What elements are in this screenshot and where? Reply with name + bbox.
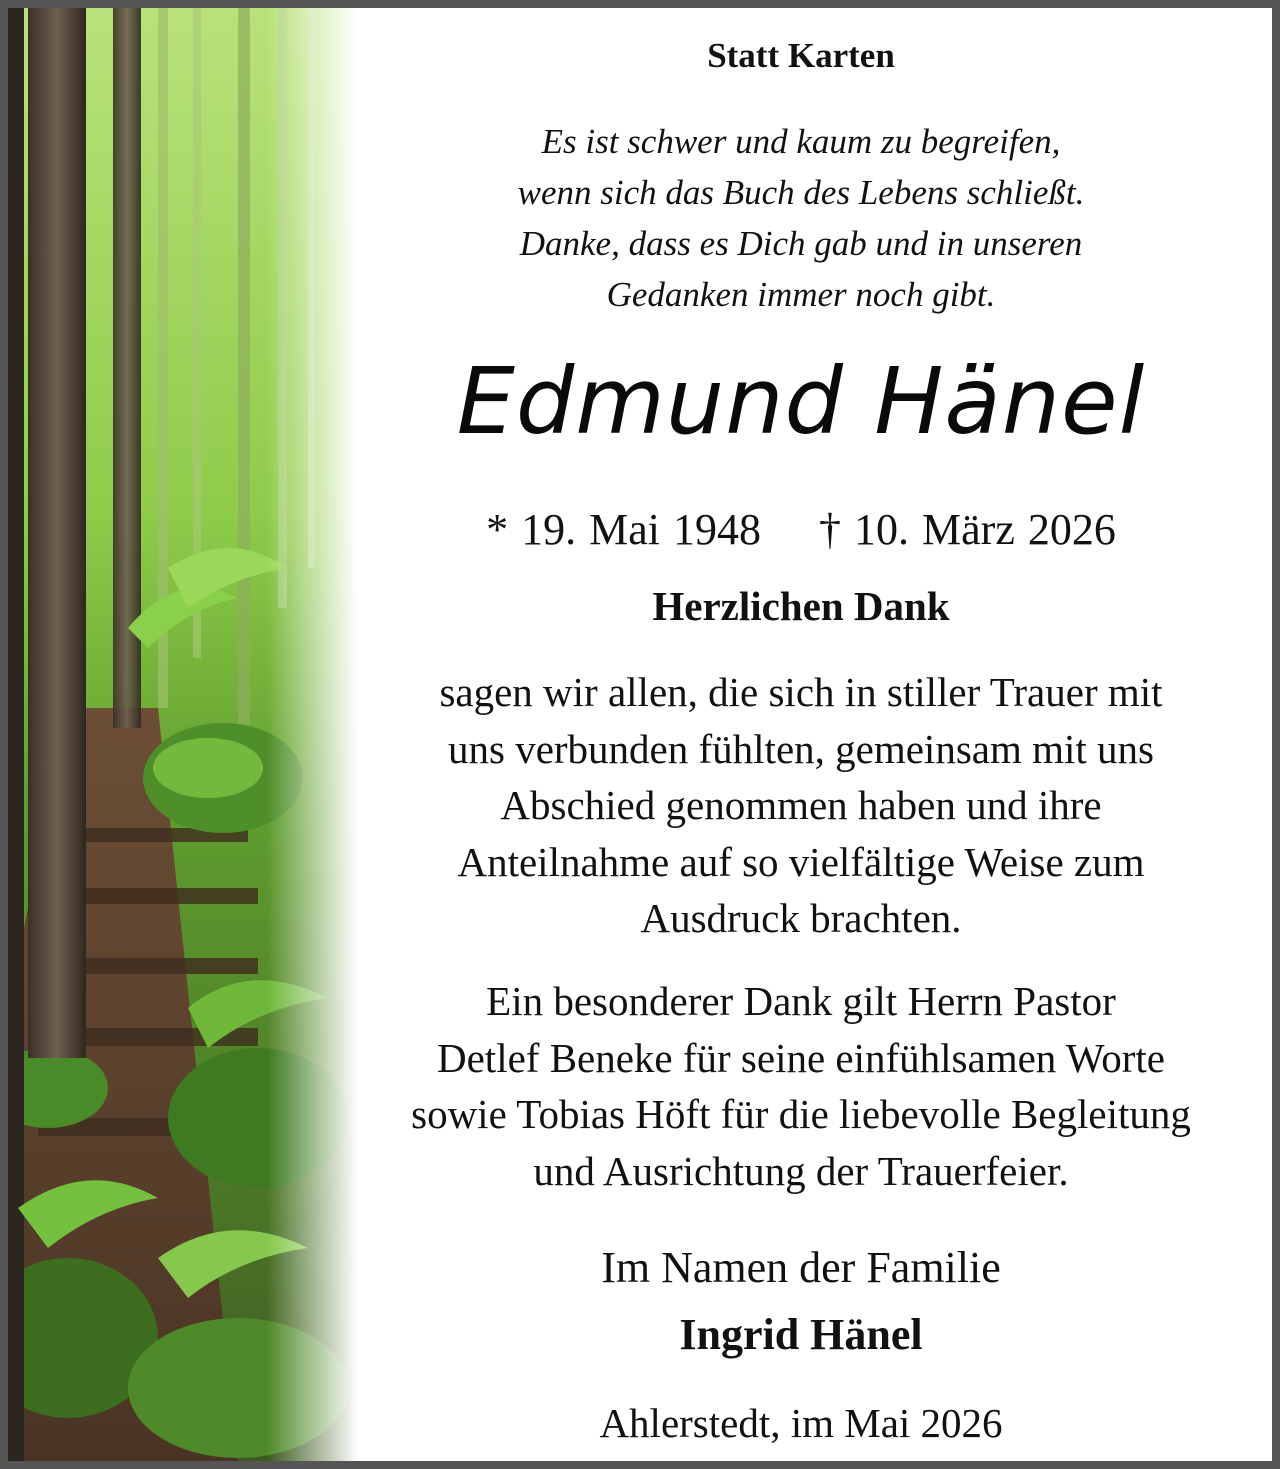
thanks-heading: Herzlichen Dank xyxy=(652,583,950,629)
poem-line: Danke, dass es Dich gab und in unseren xyxy=(519,224,1083,263)
poem-line: Gedanken immer noch gibt. xyxy=(606,275,996,314)
thanks-line: Anteilnahme auf so vielfältige Weise zum xyxy=(457,838,1145,885)
death-date: † 10. März 2026 xyxy=(819,505,1116,554)
life-dates xyxy=(326,504,1276,555)
deceased-name: Edmund Hänel xyxy=(456,348,1146,455)
poem-line: wenn sich das Buch des Lebens schließt. xyxy=(517,173,1085,212)
special-thanks-line: sowie Tobias Höft für die liebevolle Begleitung xyxy=(411,1091,1191,1137)
poem-line: Es ist schwer und kaum zu begreifen, xyxy=(541,122,1061,161)
forest-illustration xyxy=(8,8,358,1461)
special-thanks-line: Detlef Beneke für seine einfühlsamen Worte xyxy=(437,1034,1165,1081)
family-intro: Im Namen der Familie xyxy=(601,1243,1001,1292)
memorial-poem xyxy=(326,116,1276,320)
notice-text xyxy=(326,8,1276,1461)
special-thanks-line: und Ausrichtung der Trauerfeier. xyxy=(533,1147,1069,1194)
thanks-line: Abschied genommen haben und ihre xyxy=(500,782,1102,828)
notice-heading: Statt Karten xyxy=(707,36,895,75)
birth-date: * 19. Mai 1948 xyxy=(486,505,762,554)
signer-name: Ingrid Hänel xyxy=(679,1310,923,1359)
thanks-line: sagen wir allen, die sich in stiller Trauer mit xyxy=(439,669,1163,715)
special-thanks-paragraph xyxy=(326,973,1276,1199)
forest-path-image xyxy=(8,8,358,1461)
special-thanks-line: Ein besonderer Dank gilt Herrn Pastor xyxy=(486,978,1116,1024)
thanks-line: uns verbunden fühlten, gemeinsam mit uns xyxy=(448,725,1154,772)
thanks-line: Ausdruck brachten. xyxy=(640,895,962,941)
place-and-date: Ahlerstedt, im Mai 2026 xyxy=(599,1400,1003,1446)
thanks-paragraph xyxy=(326,664,1276,947)
